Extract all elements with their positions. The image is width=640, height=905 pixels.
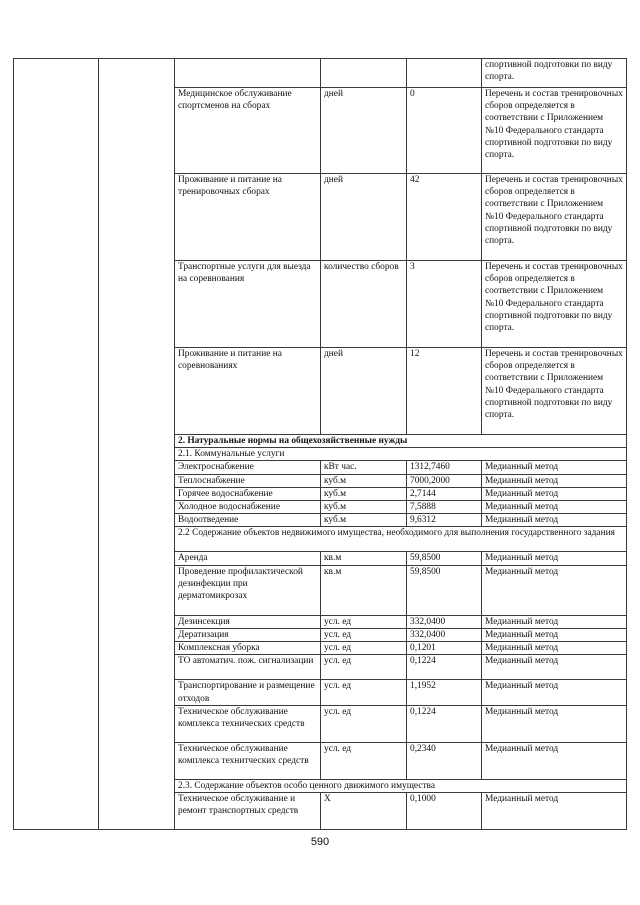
cell-unit: усл. ед xyxy=(321,655,407,680)
cell-name xyxy=(175,59,321,88)
cell-name: Дератизация xyxy=(175,628,321,641)
cell-value: 0 xyxy=(407,88,482,174)
norms-table xyxy=(13,58,627,830)
cell-unit: усл. ед xyxy=(321,705,407,742)
cell-note: Перечень и состав тренировочных сборов определяется в соответствии с Приложением №10 Федерального стандарта спортивной подготовки по виду спорта. xyxy=(482,261,627,348)
section-2-3-title: 2.3. Содержание объектов особо ценного движимого имущества xyxy=(175,779,627,792)
cell-name: Транспортные услуги для выезда на соревнования xyxy=(175,261,321,348)
cell-note: Медианный метод xyxy=(482,552,627,565)
cell-value: 1,1952 xyxy=(407,680,482,705)
cell-name: Техническое обслуживание комплекса технитческих средств xyxy=(175,742,321,779)
cell-value: 2,7144 xyxy=(407,487,482,500)
cell-value: 332,0400 xyxy=(407,628,482,641)
cell-value: 332,0400 xyxy=(407,615,482,628)
cell-value: 3 xyxy=(407,261,482,348)
section-2-2-title: 2.2 Содержание объектов недвижимого имущества, необходимого для выполнения государственного задания xyxy=(175,527,627,552)
cell-note: Медианный метод xyxy=(482,461,627,474)
cell-name: Горячее водоснабжение xyxy=(175,487,321,500)
cell-note: Перечень и состав тренировочных сборов определяется в соответствии с Приложением №10 Федерального стандарта спортивной подготовки по виду спорта. xyxy=(482,88,627,174)
cell-value: 0,1224 xyxy=(407,705,482,742)
cell-note: Медианный метод xyxy=(482,474,627,487)
cell-unit: усл. ед xyxy=(321,628,407,641)
cell-unit: куб.м xyxy=(321,501,407,514)
cell-unit: кв.м xyxy=(321,552,407,565)
cell-value: 0,1000 xyxy=(407,792,482,829)
cell-unit: куб.м xyxy=(321,487,407,500)
cell-unit: куб.м xyxy=(321,514,407,527)
cell-name: Техническое обслуживание комплекса технических средств xyxy=(175,705,321,742)
cell-unit: куб.м xyxy=(321,474,407,487)
cell-note: Медианный метод xyxy=(482,680,627,705)
cell-note: спортивной подготовки по виду спорта. xyxy=(482,59,627,88)
cell-unit: усл. ед xyxy=(321,642,407,655)
cell-name: Техническое обслуживание и ремонт транспортных средств xyxy=(175,792,321,829)
cell-note: Медианный метод xyxy=(482,655,627,680)
cell-value: 12 xyxy=(407,348,482,435)
cell-value: 0,2340 xyxy=(407,742,482,779)
blank-cell-2 xyxy=(99,59,175,830)
cell-unit: усл. ед xyxy=(321,615,407,628)
cell-note: Медианный метод xyxy=(482,742,627,779)
cell-name: Холодное водоснабжение xyxy=(175,501,321,514)
cell-note: Медианный метод xyxy=(482,615,627,628)
cell-name: Дезинсекция xyxy=(175,615,321,628)
cell-value: 9,6312 xyxy=(407,514,482,527)
cell-name: Проведение профилактической дезинфекции при дерматомикрозах xyxy=(175,565,321,615)
cell-note: Медианный метод xyxy=(482,705,627,742)
section-2-1-title: 2.1. Коммунальные услуги xyxy=(175,448,627,461)
table-row xyxy=(14,59,627,88)
cell-unit: дней xyxy=(321,174,407,261)
cell-value: 0,1224 xyxy=(407,655,482,680)
cell-name: Электроснабжение xyxy=(175,461,321,474)
cell-note: Медианный метод xyxy=(482,642,627,655)
cell-name: Медицинское обслуживание спортсменов на сборах xyxy=(175,88,321,174)
blank-cell-1 xyxy=(14,59,99,830)
cell-note: Медианный метод xyxy=(482,501,627,514)
cell-value: 0,1201 xyxy=(407,642,482,655)
cell-value xyxy=(407,59,482,88)
cell-value: 59,8500 xyxy=(407,552,482,565)
cell-name: Комплексная уборка xyxy=(175,642,321,655)
cell-unit: кв.м xyxy=(321,565,407,615)
cell-unit: дней xyxy=(321,348,407,435)
cell-unit: количество сборов xyxy=(321,261,407,348)
cell-value: 1312,7460 xyxy=(407,461,482,474)
cell-unit: усл. ед xyxy=(321,680,407,705)
page-number: 590 xyxy=(310,836,330,848)
section-2-title: 2. Натуральные нормы на общехозяйственные нужды xyxy=(175,435,627,448)
cell-note: Перечень и состав тренировочных сборов определяется в соответствии с Приложением №10 Федерального стандарта спортивной подготовки по виду спорта. xyxy=(482,348,627,435)
cell-value: 59,8500 xyxy=(407,565,482,615)
cell-unit: Х xyxy=(321,792,407,829)
cell-name: Теплоснабжение xyxy=(175,474,321,487)
cell-note: Медианный метод xyxy=(482,628,627,641)
cell-unit: дней xyxy=(321,88,407,174)
cell-name: Аренда xyxy=(175,552,321,565)
cell-note: Медианный метод xyxy=(482,565,627,615)
cell-name: Проживание и питание на соревнованиях xyxy=(175,348,321,435)
cell-unit: усл. ед xyxy=(321,742,407,779)
cell-note: Перечень и состав тренировочных сборов определяется в соответствии с Приложением №10 Федерального стандарта спортивной подготовки по виду спорта. xyxy=(482,174,627,261)
cell-value: 7,5888 xyxy=(407,501,482,514)
cell-note: Медианный метод xyxy=(482,514,627,527)
cell-name: Проживание и питание на тренировочных сборах xyxy=(175,174,321,261)
cell-unit xyxy=(321,59,407,88)
cell-note: Медианный метод xyxy=(482,487,627,500)
cell-value: 7000,2000 xyxy=(407,474,482,487)
cell-name: Водоотведение xyxy=(175,514,321,527)
cell-name: Транспортирование и размещение отходов xyxy=(175,680,321,705)
cell-unit: кВт час. xyxy=(321,461,407,474)
cell-note: Медианный метод xyxy=(482,792,627,829)
cell-value: 42 xyxy=(407,174,482,261)
cell-name: ТО автоматич. пож. сигнализации xyxy=(175,655,321,680)
